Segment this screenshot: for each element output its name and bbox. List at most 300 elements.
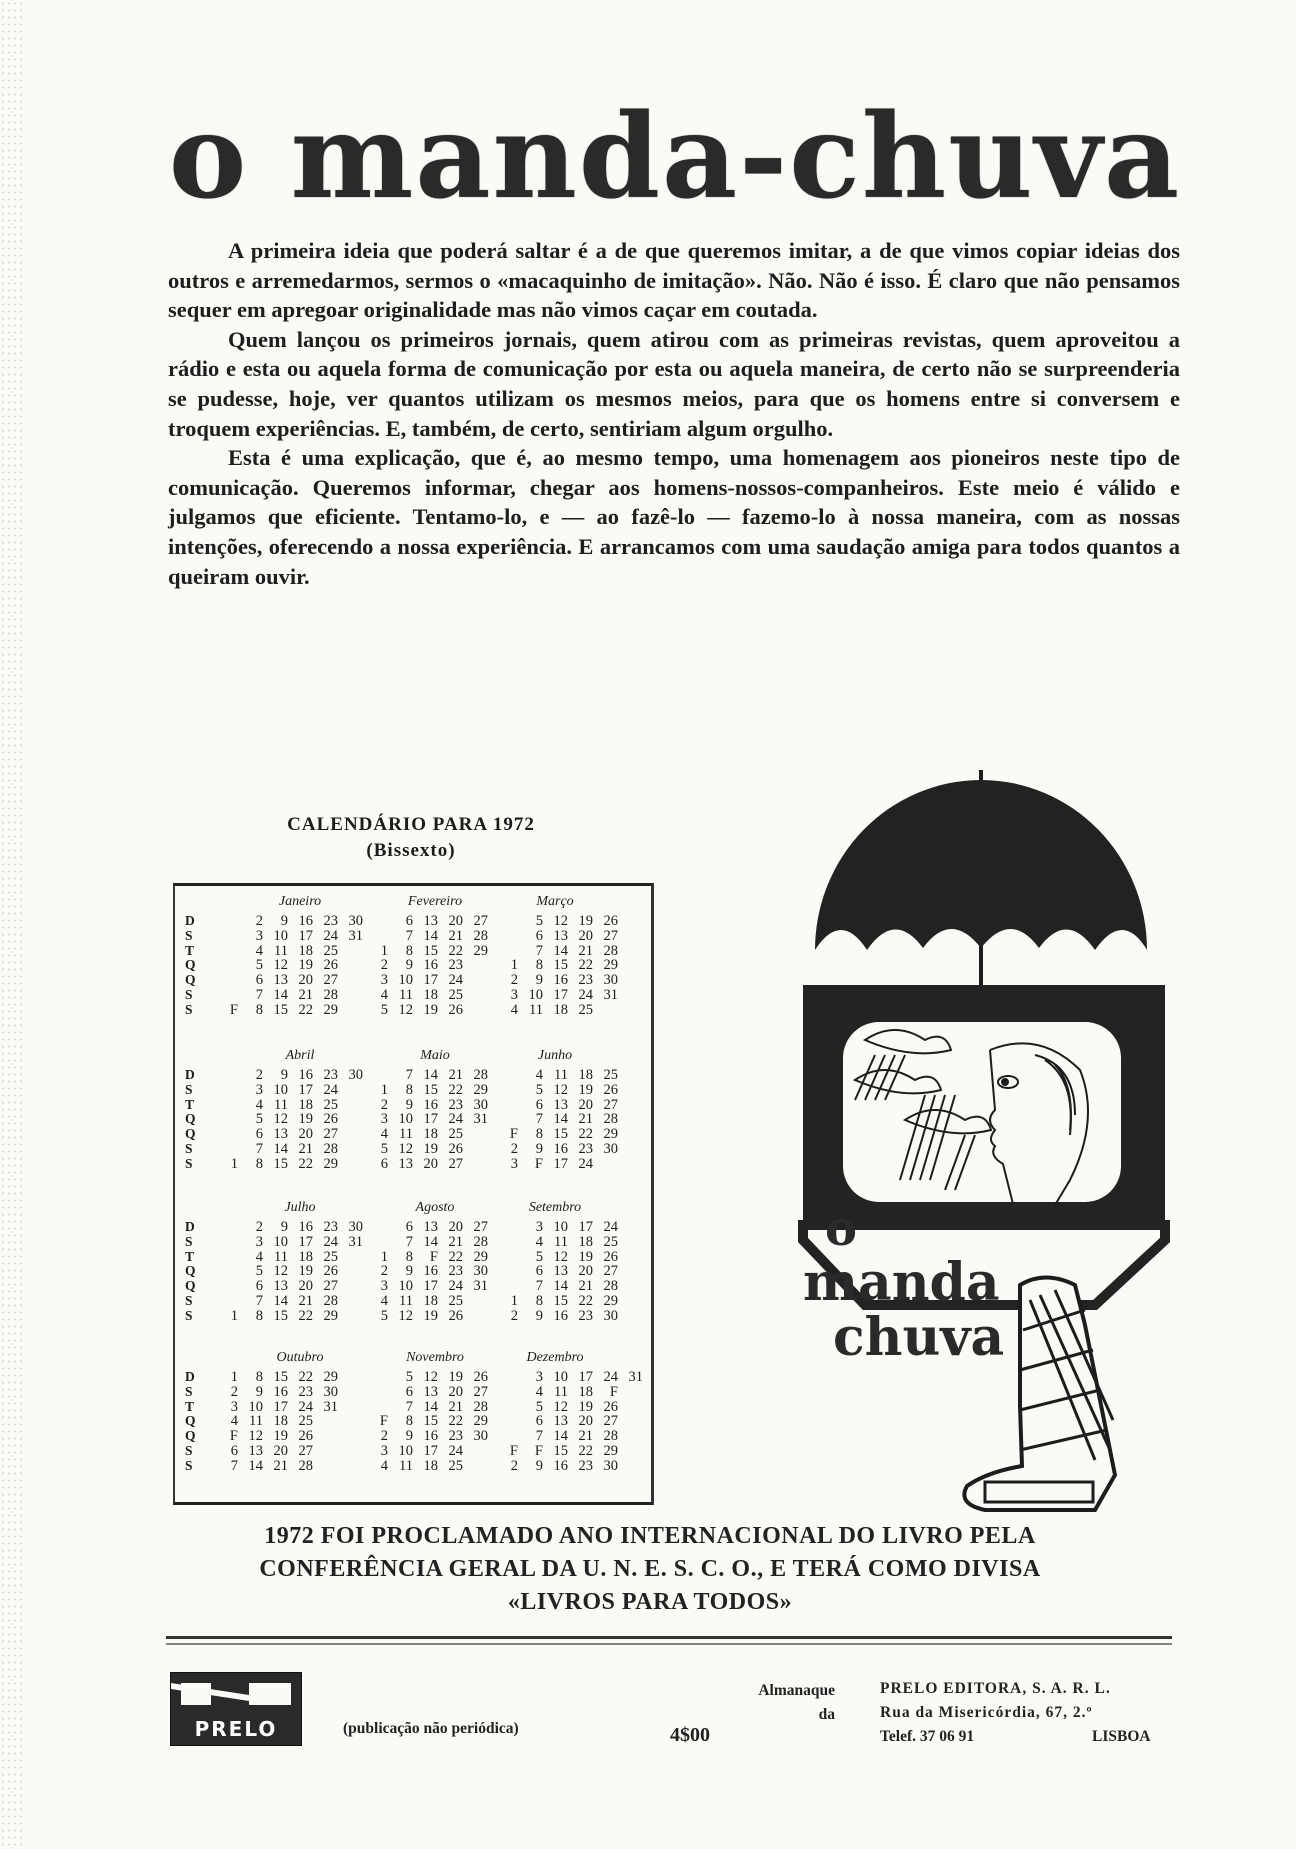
week-row: [495, 1294, 620, 1309]
day-cell: 17: [423, 1278, 438, 1295]
day-cell: 4: [255, 1248, 263, 1265]
weekday-label: D: [185, 1219, 195, 1234]
week-row: [215, 1157, 365, 1172]
day-cell: 29: [603, 1292, 618, 1309]
day-cell: 24: [578, 1155, 593, 1172]
day-cell: 2: [380, 1428, 388, 1445]
day-cell: [215, 1142, 240, 1157]
day-cell: 13: [553, 1263, 568, 1280]
day-cell: 22: [448, 1413, 463, 1430]
publication-note: (publicação não periódica): [343, 1720, 519, 1737]
price: 4$00: [670, 1724, 710, 1746]
day-cell: 9: [280, 1067, 288, 1083]
day-cell: [620, 1459, 645, 1474]
weekday-label: Q: [185, 972, 196, 988]
weekday-label: T: [185, 1096, 195, 1112]
day-cell: [215, 958, 240, 973]
day-cell: F: [534, 1155, 543, 1172]
day-cell: 2: [510, 1140, 518, 1157]
day-cell: 16: [553, 1307, 568, 1324]
week-row: [215, 1459, 340, 1474]
day-cell: [495, 1414, 520, 1429]
day-cell: 18: [423, 1457, 438, 1474]
day-cell: [215, 1294, 240, 1309]
day-cell: [340, 1098, 365, 1113]
day-cell: 5: [405, 1369, 413, 1385]
day-cell: 10: [273, 1233, 288, 1250]
day-cell: 8: [255, 1369, 263, 1385]
day-cell: [495, 1250, 520, 1265]
day-cell: 26: [603, 1398, 618, 1415]
calendar-quarter: [175, 1350, 651, 1500]
day-cell: 26: [603, 913, 618, 929]
day-cell: 22: [298, 1369, 313, 1385]
week-row: [495, 1250, 620, 1265]
day-cell: 23: [448, 957, 463, 974]
day-cell: 11: [249, 1413, 263, 1430]
weekday-label: S: [185, 1081, 193, 1097]
day-cell: 14: [423, 1398, 438, 1415]
day-cell: 21: [448, 1067, 463, 1083]
week-row: [495, 1068, 620, 1083]
week-row: [365, 1235, 490, 1250]
week-row: [365, 1294, 490, 1309]
day-cell: 1: [380, 1081, 388, 1098]
day-cell: 22: [298, 1307, 313, 1324]
day-cell: [365, 929, 390, 944]
day-cell: 23: [298, 1383, 313, 1400]
day-cell: 16: [553, 1457, 568, 1474]
announcement-line-1: 1972 FOI PROCLAMADO ANO INTERNACIONAL DO LIVRO PELA: [264, 1523, 1036, 1549]
day-cell: 15: [273, 1155, 288, 1172]
day-cell: 27: [323, 972, 338, 989]
day-cell: 1: [380, 1248, 388, 1265]
weekday-label: Q: [185, 1413, 196, 1429]
week-row: [495, 1400, 645, 1415]
week-row: [215, 1083, 365, 1098]
scan-edge-noise: [0, 0, 26, 1849]
day-cell: [495, 1068, 520, 1083]
day-cell: 4: [380, 1292, 388, 1309]
day-cell: 23: [448, 1263, 463, 1280]
day-cell: [365, 1235, 390, 1250]
day-cell: 18: [553, 1001, 568, 1018]
day-cell: 20: [578, 1263, 593, 1280]
day-cell: 1: [380, 942, 388, 959]
month-name: Março: [536, 894, 574, 909]
day-cell: 28: [603, 1278, 618, 1295]
month-grid: [495, 1370, 645, 1474]
day-cell: 1: [230, 1155, 238, 1172]
day-cell: 20: [273, 1442, 288, 1459]
weekday-label: S: [185, 986, 193, 1002]
day-cell: 29: [473, 1413, 488, 1430]
prelo-logo-text: PRELO: [194, 1717, 278, 1741]
week-row: [365, 1264, 490, 1279]
day-cell: 22: [578, 1292, 593, 1309]
week-row: [365, 1098, 490, 1113]
day-cell: [340, 958, 365, 973]
day-cell: 16: [298, 1067, 313, 1083]
day-cell: [495, 1083, 520, 1098]
day-cell: 16: [423, 1263, 438, 1280]
day-cell: 6: [255, 1278, 263, 1295]
day-cell: 19: [298, 1111, 313, 1128]
day-cell: 8: [255, 1001, 263, 1018]
day-cell: 11: [399, 1292, 413, 1309]
month-grid: [495, 914, 620, 1018]
day-cell: [215, 1264, 240, 1279]
day-cell: [315, 1429, 340, 1444]
calendar-quarter: [175, 1048, 651, 1198]
day-cell: 31: [628, 1369, 643, 1385]
week-row: [495, 1112, 620, 1127]
day-cell: 13: [553, 1413, 568, 1430]
day-cell: 20: [448, 1219, 463, 1235]
weekday-label: T: [185, 942, 195, 958]
day-cell: 20: [298, 1278, 313, 1295]
day-cell: 25: [603, 1067, 618, 1083]
month-name: Abril: [285, 1048, 315, 1063]
day-cell: 16: [423, 957, 438, 974]
day-cell: 14: [423, 1233, 438, 1250]
day-cell: 13: [273, 1126, 288, 1143]
weekday-label: S: [185, 927, 193, 943]
day-cell: 4: [510, 1001, 518, 1018]
day-cell: 8: [535, 957, 543, 974]
week-row: [215, 1250, 365, 1265]
day-cell: 13: [423, 1383, 438, 1400]
day-cell: 23: [448, 1096, 463, 1113]
day-cell: 10: [398, 1442, 413, 1459]
month-grid: [365, 1068, 490, 1172]
week-row: [365, 1220, 490, 1235]
day-cell: 5: [535, 1248, 543, 1265]
day-cell: 17: [578, 1369, 593, 1385]
week-row: [365, 1414, 490, 1429]
day-cell: [495, 1112, 520, 1127]
day-cell: 5: [535, 913, 543, 929]
day-cell: [315, 1459, 340, 1474]
day-cell: 24: [323, 927, 338, 944]
day-cell: 3: [380, 1442, 388, 1459]
day-cell: 1: [510, 957, 518, 974]
weekday-labels: [185, 914, 196, 1018]
weekday-label: S: [185, 1457, 193, 1473]
day-cell: 13: [423, 913, 438, 929]
day-cell: 7: [535, 942, 543, 959]
day-cell: 19: [298, 957, 313, 974]
day-cell: 18: [298, 1096, 313, 1113]
day-cell: 24: [448, 1111, 463, 1128]
day-cell: 14: [248, 1457, 263, 1474]
day-cell: [465, 1444, 490, 1459]
calendar-quarter: [175, 894, 651, 1044]
day-cell: 30: [603, 1140, 618, 1157]
day-cell: 2: [510, 1457, 518, 1474]
day-cell: 11: [554, 1383, 568, 1400]
day-cell: [465, 973, 490, 988]
week-row: [365, 944, 490, 959]
day-cell: [215, 1098, 240, 1113]
day-cell: 17: [298, 927, 313, 944]
calendar-heading: [172, 812, 650, 864]
day-cell: 17: [553, 986, 568, 1003]
day-cell: 30: [603, 1457, 618, 1474]
day-cell: 8: [405, 1081, 413, 1098]
day-cell: [215, 1127, 240, 1142]
month-name: Novembro: [406, 1350, 464, 1365]
day-cell: 5: [380, 1001, 388, 1018]
day-cell: [340, 1279, 365, 1294]
week-row: [215, 1309, 365, 1324]
day-cell: [340, 1250, 365, 1265]
day-cell: 23: [448, 1428, 463, 1445]
almanac-label: Almanaque: [758, 1682, 835, 1699]
day-cell: F: [509, 1126, 518, 1143]
day-cell: 9: [405, 1263, 413, 1280]
day-cell: [620, 1414, 645, 1429]
day-cell: 24: [323, 1081, 338, 1098]
day-cell: 12: [273, 957, 288, 974]
week-row: [365, 958, 490, 973]
day-cell: [495, 1235, 520, 1250]
day-cell: 28: [473, 1233, 488, 1250]
day-cell: 2: [230, 1383, 238, 1400]
day-cell: 20: [298, 972, 313, 989]
publisher-phone: Telef. 37 06 91: [880, 1728, 975, 1745]
day-cell: 31: [473, 1278, 488, 1295]
week-row: [365, 1400, 490, 1415]
day-cell: 15: [273, 1307, 288, 1324]
day-cell: [465, 1127, 490, 1142]
day-cell: 29: [603, 957, 618, 974]
day-cell: [215, 1112, 240, 1127]
day-cell: 24: [323, 1233, 338, 1250]
announcement-line-3: «LIVROS PARA TODOS»: [507, 1589, 793, 1615]
day-cell: 27: [603, 1263, 618, 1280]
month-name: Janeiro: [278, 894, 322, 909]
day-cell: [340, 1083, 365, 1098]
day-cell: 2: [510, 972, 518, 989]
day-cell: 26: [603, 1081, 618, 1098]
day-cell: 30: [348, 1219, 363, 1235]
day-cell: [340, 944, 365, 959]
day-cell: 10: [553, 1219, 568, 1235]
week-row: [215, 1279, 365, 1294]
day-cell: 9: [405, 1428, 413, 1445]
publisher-name: PRELO EDITORA, S. A. R. L.: [880, 1680, 1111, 1697]
calendar-subtitle: (Bissexto): [366, 840, 456, 861]
day-cell: 19: [273, 1428, 288, 1445]
day-cell: 28: [603, 942, 618, 959]
divider-rule: [166, 1636, 1172, 1639]
day-cell: 4: [535, 1067, 543, 1083]
day-cell: [465, 1142, 490, 1157]
day-cell: 14: [553, 942, 568, 959]
week-row: [365, 1429, 490, 1444]
day-cell: 7: [535, 1111, 543, 1128]
day-cell: 3: [255, 1081, 263, 1098]
day-cell: 1: [510, 1292, 518, 1309]
month-grid: [215, 1370, 340, 1474]
day-cell: 15: [553, 1442, 568, 1459]
publisher-address: Rua da Misericórdia, 67, 2.º: [880, 1704, 1093, 1721]
day-cell: [340, 1294, 365, 1309]
day-cell: [465, 1309, 490, 1324]
announcement-line-2: CONFERÊNCIA GERAL DA U. N. E. S. C. O., E TERÁ COMO DIVISA: [259, 1556, 1041, 1582]
day-cell: 12: [553, 1398, 568, 1415]
weekday-label: Q: [185, 1126, 196, 1142]
day-cell: 5: [380, 1140, 388, 1157]
weekday-label: Q: [185, 1278, 196, 1294]
day-cell: 12: [273, 1111, 288, 1128]
day-cell: 9: [280, 1219, 288, 1235]
day-cell: 12: [553, 1248, 568, 1265]
week-row: [365, 1370, 490, 1385]
day-cell: 11: [554, 1067, 568, 1083]
week-row: [365, 1003, 490, 1018]
day-cell: 9: [535, 1307, 543, 1324]
weekday-label: T: [185, 1248, 195, 1264]
day-cell: 14: [423, 927, 438, 944]
day-cell: 11: [274, 1248, 288, 1265]
day-cell: 15: [423, 942, 438, 959]
month-grid: [215, 1220, 365, 1324]
day-cell: 20: [448, 1383, 463, 1400]
day-cell: 9: [405, 957, 413, 974]
day-cell: 15: [553, 1292, 568, 1309]
day-cell: 28: [323, 1292, 338, 1309]
week-row: [495, 1003, 620, 1018]
day-cell: 14: [273, 1292, 288, 1309]
month-grid: [365, 1370, 490, 1474]
day-cell: [215, 944, 240, 959]
week-row: [215, 1385, 340, 1400]
day-cell: 19: [423, 1001, 438, 1018]
week-row: [495, 958, 620, 973]
week-row: [495, 914, 620, 929]
day-cell: 29: [323, 1369, 338, 1385]
day-cell: 29: [473, 1081, 488, 1098]
day-cell: 11: [554, 1233, 568, 1250]
illustration-logo-line-2: manda: [803, 1252, 1000, 1313]
day-cell: 6: [535, 1263, 543, 1280]
day-cell: 27: [603, 1096, 618, 1113]
month-grid: [495, 1068, 620, 1172]
day-cell: 14: [553, 1428, 568, 1445]
day-cell: 22: [298, 1001, 313, 1018]
day-cell: 18: [578, 1233, 593, 1250]
day-cell: 24: [448, 972, 463, 989]
day-cell: 16: [273, 1383, 288, 1400]
week-row: [215, 1098, 365, 1113]
day-cell: 7: [405, 1398, 413, 1415]
day-cell: [340, 1309, 365, 1324]
day-cell: 9: [535, 972, 543, 989]
week-row: [495, 1429, 645, 1444]
day-cell: 6: [380, 1155, 388, 1172]
weekday-labels: [185, 1370, 196, 1474]
day-cell: 7: [535, 1428, 543, 1445]
month-name: Outubro: [276, 1350, 324, 1365]
day-cell: 3: [510, 1155, 518, 1172]
day-cell: 25: [448, 986, 463, 1003]
week-row: [215, 1235, 365, 1250]
day-cell: 7: [255, 1140, 263, 1157]
paragraph-3: Esta é uma explicação, que é, ao mesmo tempo, uma homenagem aos pioneiros neste tipo de comunicação. Queremos informar, chegar aos homens-nossos-companheiros. Este meio é válido e julgamos que eficiente. Tentamo-lo, e — ao fazê-lo — fazemo-lo à nossa maneira, com as nossas intenções, oferecendo a nossa experiência. E arrancamos com uma saudação amiga para todos quantos a queiram ouvir.: [168, 445, 1180, 589]
weekday-label: S: [185, 1383, 193, 1399]
day-cell: 25: [578, 1001, 593, 1018]
day-cell: 27: [473, 1219, 488, 1235]
day-cell: 6: [535, 927, 543, 944]
day-cell: [495, 1279, 520, 1294]
day-cell: 10: [273, 927, 288, 944]
week-row: [495, 944, 620, 959]
week-row: [215, 1414, 340, 1429]
day-cell: 10: [248, 1398, 263, 1415]
publisher-city: LISBOA: [1092, 1728, 1151, 1745]
day-cell: [365, 1385, 390, 1400]
month-name: Fevereiro: [407, 894, 463, 909]
day-cell: 5: [535, 1398, 543, 1415]
day-cell: [215, 973, 240, 988]
day-cell: 31: [323, 1398, 338, 1415]
day-cell: 17: [298, 1081, 313, 1098]
day-cell: 23: [578, 1457, 593, 1474]
week-row: [495, 1235, 620, 1250]
day-cell: [215, 1250, 240, 1265]
intro-text: [168, 236, 1180, 591]
day-cell: 12: [398, 1140, 413, 1157]
day-cell: 13: [553, 927, 568, 944]
week-row: [495, 1385, 645, 1400]
day-cell: [495, 929, 520, 944]
day-cell: 19: [448, 1369, 463, 1385]
day-cell: F: [609, 1383, 618, 1400]
weekday-label: S: [185, 1155, 193, 1171]
day-cell: 29: [323, 1155, 338, 1172]
weekday-label: Q: [185, 957, 196, 973]
day-cell: 29: [473, 1248, 488, 1265]
week-row: [495, 988, 620, 1003]
day-cell: 10: [398, 1278, 413, 1295]
day-cell: 9: [405, 1096, 413, 1113]
day-cell: 23: [323, 913, 338, 929]
day-cell: 21: [578, 1111, 593, 1128]
almanac-label-da: da: [818, 1706, 835, 1723]
day-cell: 5: [380, 1307, 388, 1324]
day-cell: [465, 988, 490, 1003]
day-cell: 9: [280, 913, 288, 929]
day-cell: 28: [473, 1067, 488, 1083]
day-cell: 18: [423, 1126, 438, 1143]
day-cell: F: [534, 1442, 543, 1459]
day-cell: 2: [255, 1067, 263, 1083]
day-cell: 12: [423, 1369, 438, 1385]
day-cell: 22: [448, 1081, 463, 1098]
day-cell: [365, 914, 390, 929]
day-cell: 4: [255, 942, 263, 959]
week-row: [365, 1157, 490, 1172]
day-cell: 22: [298, 1155, 313, 1172]
week-row: [495, 1444, 645, 1459]
day-cell: 2: [255, 913, 263, 929]
day-cell: 25: [448, 1292, 463, 1309]
day-cell: 1: [230, 1369, 238, 1385]
day-cell: [340, 1157, 365, 1172]
day-cell: 17: [423, 1111, 438, 1128]
